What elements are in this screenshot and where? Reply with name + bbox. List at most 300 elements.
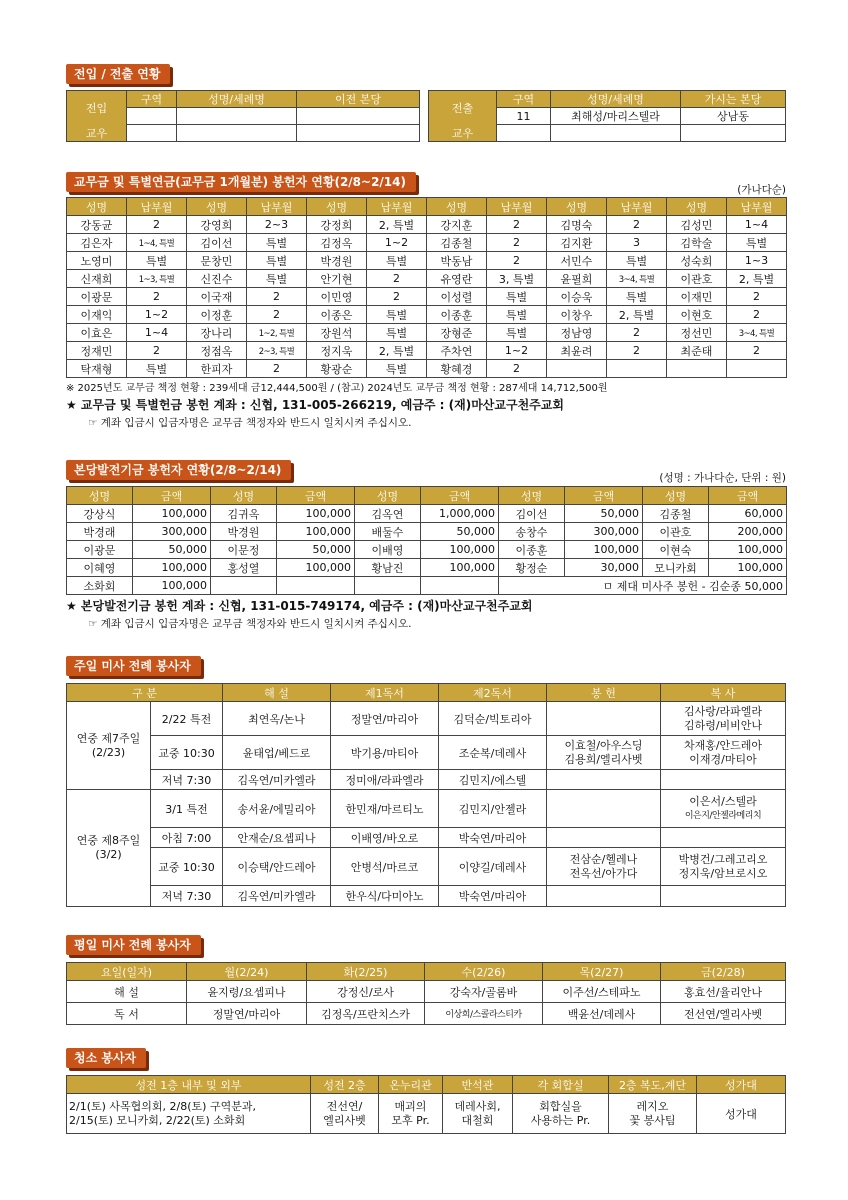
dues-name: 김명숙 bbox=[547, 216, 607, 234]
dues-month: 2 bbox=[247, 306, 307, 324]
sunday-header: 복 사 bbox=[661, 684, 786, 702]
offering-cell bbox=[547, 828, 661, 848]
altar-server-cell bbox=[661, 886, 786, 907]
cleaning-header: 반석관 bbox=[443, 1076, 513, 1094]
cleaning-line: 2/15(토) 모니카회, 2/22(토) 소화회 bbox=[69, 1113, 246, 1127]
weekday-person: 홍효선/율리안나 bbox=[661, 981, 786, 1003]
fund-name: 이배영 bbox=[355, 541, 421, 559]
dues-name: 김성민 bbox=[667, 216, 727, 234]
dues-month: 1~4 bbox=[127, 324, 187, 342]
dues-name: 안기현 bbox=[307, 270, 367, 288]
dues-name: 김학술 bbox=[667, 234, 727, 252]
cleaning-header: 성가대 bbox=[697, 1076, 786, 1094]
dues-name: 주차연 bbox=[427, 342, 487, 360]
weekday-person: 이상희/스콜라스티카 bbox=[425, 1003, 543, 1025]
fund-header: 금액 bbox=[133, 487, 211, 505]
dues-name: 이현호 bbox=[667, 306, 727, 324]
altar-server: 김하령/비비안나 bbox=[683, 718, 763, 732]
weekday-person: 김정옥/프란치스카 bbox=[307, 1003, 425, 1025]
dues-name: 김종철 bbox=[427, 234, 487, 252]
mass-time: 교중 10:30 bbox=[151, 848, 223, 886]
dues-name: 신재희 bbox=[67, 270, 127, 288]
dues-month: 2 bbox=[607, 342, 667, 360]
altar-server-cell bbox=[661, 702, 786, 736]
altar-server: 이은서/스텔라 bbox=[689, 794, 757, 808]
transfer-section bbox=[66, 64, 786, 142]
reading2-cell: 김민지/에스텔 bbox=[439, 770, 547, 790]
weekday-role: 해 설 bbox=[67, 981, 187, 1003]
sunday-header: 제1독서 bbox=[331, 684, 439, 702]
altar-server: 이은지/안젤라메리치 bbox=[684, 810, 762, 821]
dues-name bbox=[667, 360, 727, 378]
fund-amount: 100,000 bbox=[277, 505, 355, 523]
fund-amount: 30,000 bbox=[565, 559, 643, 577]
dues-month: 2 bbox=[247, 360, 307, 378]
commentary-cell: 송서윤/에밀리아 bbox=[223, 790, 331, 828]
dues-month: 2 bbox=[727, 288, 787, 306]
cleaning-line: 레지오 bbox=[636, 1099, 669, 1113]
fund-name: 김옥연 bbox=[355, 505, 421, 523]
dues-name: 정선민 bbox=[667, 324, 727, 342]
dues-name: 탁재형 bbox=[67, 360, 127, 378]
dues-row bbox=[67, 288, 787, 306]
dues-hint: ☞ 계좌 입금시 입금자명은 교무금 책정자와 반드시 일치시켜 주십시오. bbox=[88, 417, 412, 429]
dues-name: 김정옥 bbox=[307, 234, 367, 252]
fund-name: 이현숙 bbox=[643, 541, 709, 559]
dues-name: 장나리 bbox=[187, 324, 247, 342]
fund-header: 성명 bbox=[355, 487, 421, 505]
dues-row bbox=[67, 324, 787, 342]
offering-person: 이효철/아우스딩 bbox=[564, 738, 643, 752]
dues-row bbox=[67, 252, 787, 270]
fund-amount: 100,000 bbox=[565, 541, 643, 559]
fund-header: 금액 bbox=[421, 487, 499, 505]
dues-month: 1~3, 특별 bbox=[127, 270, 187, 288]
dues-name: 장형준 bbox=[427, 324, 487, 342]
dues-month: 특별 bbox=[607, 252, 667, 270]
dues-header: 납부월 bbox=[367, 198, 427, 216]
dues-header: 납부월 bbox=[487, 198, 547, 216]
fund-amount: 100,000 bbox=[421, 559, 499, 577]
commentary-cell: 윤태업/베드로 bbox=[223, 736, 331, 770]
cleaning-header: 2층 복도,계단 bbox=[609, 1076, 697, 1094]
weekday-person: 윤지령/요셉피나 bbox=[187, 981, 307, 1003]
dues-name: 강지훈 bbox=[427, 216, 487, 234]
fund-header: 성명 bbox=[67, 487, 133, 505]
fund-name: 이종훈 bbox=[499, 541, 565, 559]
dues-account: ★ 교무금 및 특별헌금 봉헌 계좌 : 신협, 131-005-266219, 예금주 : (재)마산교구천주교회 bbox=[66, 398, 564, 412]
dues-month: 3, 특별 bbox=[487, 270, 547, 288]
fund-row bbox=[67, 505, 787, 523]
fund-amount: 100,000 bbox=[277, 523, 355, 541]
dues-month: 1~2 bbox=[367, 234, 427, 252]
sunday-section bbox=[66, 656, 786, 907]
dues-name: 김지환 bbox=[547, 234, 607, 252]
dues-row bbox=[67, 360, 787, 378]
dues-name: 박동남 bbox=[427, 252, 487, 270]
cleaning-line: 대철회 bbox=[461, 1113, 494, 1127]
weekday-person: 전선연/엘리사벳 bbox=[661, 1003, 786, 1025]
weekday-header: 월(2/24) bbox=[187, 963, 307, 981]
dues-name: 이정훈 bbox=[187, 306, 247, 324]
dues-month: 2, 특별 bbox=[367, 342, 427, 360]
reading1-cell: 정미애/라파엘라 bbox=[331, 770, 439, 790]
fund-altar-wine-note: ㅁ 제대 미사주 봉헌 - 김순종 50,000 bbox=[499, 577, 787, 595]
mass-time: 저녁 7:30 bbox=[151, 886, 223, 907]
weekday-table bbox=[66, 962, 786, 1025]
dues-month: 2 bbox=[607, 216, 667, 234]
fund-amount: 300,000 bbox=[133, 523, 211, 541]
fund-empty bbox=[277, 577, 355, 595]
dues-month: 특별 bbox=[487, 306, 547, 324]
fund-row bbox=[67, 541, 787, 559]
commentary-cell: 최연옥/논나 bbox=[223, 702, 331, 736]
cleaning-line: 매괴의 bbox=[394, 1099, 427, 1113]
transfer-in-label2: 교우 bbox=[67, 125, 127, 142]
fund-hint: ☞ 계좌 입금시 입금자명은 교무금 책정자와 반드시 일치시켜 주십시오. bbox=[88, 618, 412, 630]
dues-footnote: ※ 2025년도 교무금 책정 현황 : 239세대 금12,444,500원 / (참고) 2024년도 교무금 책정 현황 : 287세대 14,712,500원 bbox=[66, 383, 608, 394]
dues-month: 특별 bbox=[367, 360, 427, 378]
fund-name: 모니카회 bbox=[643, 559, 709, 577]
reading2-cell: 조순복/데레사 bbox=[439, 736, 547, 770]
dues-month: 2 bbox=[487, 234, 547, 252]
fund-name: 김귀옥 bbox=[211, 505, 277, 523]
offering-person: 김용희/엘리사벳 bbox=[564, 752, 643, 766]
dues-month: 1~2, 특별 bbox=[247, 324, 307, 342]
fund-amount: 100,000 bbox=[277, 559, 355, 577]
cleaning-header: 각 회합실 bbox=[513, 1076, 609, 1094]
transfer-in-header: 이전 본당 bbox=[297, 91, 420, 108]
commentary-cell: 김옥연/미카엘라 bbox=[223, 770, 331, 790]
dues-month: 1~3 bbox=[727, 252, 787, 270]
fund-amount: 60,000 bbox=[709, 505, 787, 523]
offering-person: 전삼순/헬레나 bbox=[569, 852, 638, 866]
dues-month: 특별 bbox=[247, 234, 307, 252]
dues-name: 이승욱 bbox=[547, 288, 607, 306]
cleaning-cell-main bbox=[67, 1094, 311, 1134]
dues-month: 특별 bbox=[487, 288, 547, 306]
dues-month: 1~4 bbox=[727, 216, 787, 234]
dues-name: 이창우 bbox=[547, 306, 607, 324]
fund-title: 본당발전기금 봉헌자 연황(2/8~2/14) bbox=[66, 460, 291, 480]
dues-month: 특별 bbox=[607, 288, 667, 306]
transfer-out-cell: 최해성/마리스텔라 bbox=[551, 108, 681, 125]
reading1-cell: 박기용/마티아 bbox=[331, 736, 439, 770]
dues-sort-note: (가나다순) bbox=[737, 184, 786, 196]
dues-month: 2, 특별 bbox=[727, 270, 787, 288]
dues-name: 정점옥 bbox=[187, 342, 247, 360]
fund-amount: 100,000 bbox=[133, 505, 211, 523]
cleaning-cell bbox=[379, 1094, 443, 1134]
mass-time: 아침 7:00 bbox=[151, 828, 223, 848]
fund-header: 금액 bbox=[709, 487, 787, 505]
fund-amount: 100,000 bbox=[133, 559, 211, 577]
cleaning-line: 엘리사벳 bbox=[323, 1113, 366, 1127]
dues-name: 문창민 bbox=[187, 252, 247, 270]
dues-month: 2 bbox=[367, 270, 427, 288]
dues-month: 특별 bbox=[367, 306, 427, 324]
transfer-out-header: 구역 bbox=[497, 91, 551, 108]
altar-server: 차재홍/안드레아 bbox=[683, 738, 763, 752]
dues-name: 이종은 bbox=[307, 306, 367, 324]
cleaning-line: 2/1(토) 사목협의회, 2/8(토) 구역분과, bbox=[69, 1099, 256, 1113]
dues-month: 특별 bbox=[367, 252, 427, 270]
dues-name: 서민수 bbox=[547, 252, 607, 270]
fund-name: 홍성열 bbox=[211, 559, 277, 577]
fund-name: 소화회 bbox=[67, 577, 133, 595]
commentary-cell: 이승택/안드레아 bbox=[223, 848, 331, 886]
dues-name: 강영희 bbox=[187, 216, 247, 234]
dues-name: 최준태 bbox=[667, 342, 727, 360]
dues-name: 이관호 bbox=[667, 270, 727, 288]
sunday-header: 제2독서 bbox=[439, 684, 547, 702]
altar-server-cell bbox=[661, 736, 786, 770]
fund-amount: 100,000 bbox=[421, 541, 499, 559]
dues-month: 2 bbox=[367, 288, 427, 306]
dues-name: 이민영 bbox=[307, 288, 367, 306]
dues-table bbox=[66, 197, 787, 378]
dues-name: 박경원 bbox=[307, 252, 367, 270]
transfer-out-label2: 교우 bbox=[429, 125, 497, 142]
dues-name: 유영란 bbox=[427, 270, 487, 288]
weekday-header: 화(2/25) bbox=[307, 963, 425, 981]
dues-name: 최윤려 bbox=[547, 342, 607, 360]
dues-name: 이국재 bbox=[187, 288, 247, 306]
fund-amount: 100,000 bbox=[133, 577, 211, 595]
dues-name: 황광순 bbox=[307, 360, 367, 378]
sunday-week2-name: 연중 제8주일 bbox=[76, 834, 141, 847]
dues-name: 이재익 bbox=[67, 306, 127, 324]
weekday-title: 평일 미사 전례 봉사자 bbox=[66, 935, 201, 955]
altar-server-cell bbox=[661, 790, 786, 828]
dues-month: 2 bbox=[127, 288, 187, 306]
fund-name: 강상식 bbox=[67, 505, 133, 523]
dues-name bbox=[547, 360, 607, 378]
cleaning-line: 데레사회, bbox=[454, 1099, 501, 1113]
cleaning-line: 꽃 봉사팀 bbox=[629, 1113, 676, 1127]
transfer-in-header: 구역 bbox=[127, 91, 177, 108]
cleaning-table bbox=[66, 1075, 786, 1134]
fund-name: 김이선 bbox=[499, 505, 565, 523]
dues-month: 2 bbox=[127, 216, 187, 234]
dues-header: 성명 bbox=[67, 198, 127, 216]
dues-month: 2 bbox=[607, 324, 667, 342]
dues-month: 2 bbox=[127, 342, 187, 360]
transfer-out-header: 가시는 본당 bbox=[681, 91, 786, 108]
dues-month: 특별 bbox=[247, 252, 307, 270]
fund-row bbox=[67, 523, 787, 541]
transfer-out-label: 전출 bbox=[429, 91, 497, 125]
transfer-title: 전입 / 전출 연황 bbox=[66, 64, 170, 84]
sunday-week2-label bbox=[67, 790, 151, 907]
altar-server-cell bbox=[661, 828, 786, 848]
cleaning-section bbox=[66, 1048, 786, 1134]
reading1-cell: 정말연/마리아 bbox=[331, 702, 439, 736]
dues-month: 2 bbox=[487, 216, 547, 234]
dues-header: 성명 bbox=[547, 198, 607, 216]
dues-name: 노영미 bbox=[67, 252, 127, 270]
commentary-cell: 김옥연/미카엘라 bbox=[223, 886, 331, 907]
dues-name: 강동균 bbox=[67, 216, 127, 234]
altar-server: 김사랑/라파엘라 bbox=[683, 704, 763, 718]
sunday-week1-label bbox=[67, 702, 151, 790]
reading1-cell: 한민재/마르티노 bbox=[331, 790, 439, 828]
fund-sort-note: (성명 : 가나다순, 단위 : 원) bbox=[659, 472, 786, 484]
dues-month: 2, 특별 bbox=[367, 216, 427, 234]
sunday-week1-date: (2/23) bbox=[91, 745, 126, 759]
dues-month: 2 bbox=[727, 342, 787, 360]
fund-name: 이관호 bbox=[643, 523, 709, 541]
fund-amount: 200,000 bbox=[709, 523, 787, 541]
cleaning-header: 온누리관 bbox=[379, 1076, 443, 1094]
dues-name: 정남영 bbox=[547, 324, 607, 342]
fund-table bbox=[66, 486, 787, 595]
dues-name: 정재민 bbox=[67, 342, 127, 360]
fund-name: 박경원 bbox=[211, 523, 277, 541]
offering-cell bbox=[547, 770, 661, 790]
dues-month: 2 bbox=[487, 360, 547, 378]
transfer-in-label: 전입 bbox=[67, 91, 127, 125]
weekday-person: 이주선/스테파노 bbox=[543, 981, 661, 1003]
reading2-cell: 박숙연/마리아 bbox=[439, 828, 547, 848]
fund-row bbox=[67, 559, 787, 577]
dues-name: 신진수 bbox=[187, 270, 247, 288]
weekday-person: 강숙자/골롬바 bbox=[425, 981, 543, 1003]
dues-month: 1~2 bbox=[127, 306, 187, 324]
dues-row bbox=[67, 216, 787, 234]
cleaning-title: 청소 봉사자 bbox=[66, 1048, 146, 1068]
fund-name: 박경래 bbox=[67, 523, 133, 541]
dues-name: 한피자 bbox=[187, 360, 247, 378]
fund-amount: 100,000 bbox=[709, 541, 787, 559]
fund-name: 김종철 bbox=[643, 505, 709, 523]
dues-month: 특별 bbox=[247, 270, 307, 288]
transfer-out-header: 성명/세례명 bbox=[551, 91, 681, 108]
dues-header: 성명 bbox=[667, 198, 727, 216]
dues-name: 이재민 bbox=[667, 288, 727, 306]
fund-section bbox=[66, 460, 786, 631]
sunday-table bbox=[66, 683, 786, 907]
fund-amount: 300,000 bbox=[565, 523, 643, 541]
fund-name: 황정순 bbox=[499, 559, 565, 577]
weekday-header: 금(2/28) bbox=[661, 963, 786, 981]
dues-month: 2 bbox=[247, 288, 307, 306]
fund-header: 성명 bbox=[643, 487, 709, 505]
transfer-in-header: 성명/세례명 bbox=[177, 91, 297, 108]
dues-header: 납부월 bbox=[247, 198, 307, 216]
cleaning-line: 회합실을 bbox=[539, 1099, 582, 1113]
dues-month: 특별 bbox=[487, 324, 547, 342]
mass-time: 2/22 특전 bbox=[151, 702, 223, 736]
offering-person: 전옥선/아가다 bbox=[569, 866, 638, 880]
weekday-row bbox=[67, 981, 786, 1003]
offering-cell bbox=[547, 790, 661, 828]
fund-amount: 50,000 bbox=[277, 541, 355, 559]
dues-section bbox=[66, 172, 786, 430]
transfer-out-cell: 상남동 bbox=[681, 108, 786, 125]
transfer-out-cell: 11 bbox=[497, 108, 551, 125]
sunday-title: 주일 미사 전례 봉사자 bbox=[66, 656, 201, 676]
cleaning-header: 성전 2층 bbox=[311, 1076, 379, 1094]
cleaning-cell bbox=[443, 1094, 513, 1134]
altar-server: 이재경/마티아 bbox=[689, 752, 757, 766]
dues-month: 특별 bbox=[727, 234, 787, 252]
sunday-header: 구 분 bbox=[67, 684, 223, 702]
weekday-header: 수(2/26) bbox=[425, 963, 543, 981]
reading1-cell: 이배영/바오로 bbox=[331, 828, 439, 848]
cleaning-header: 성전 1층 내부 및 외부 bbox=[67, 1076, 311, 1094]
dues-row bbox=[67, 234, 787, 252]
dues-month bbox=[607, 360, 667, 378]
cleaning-cell bbox=[513, 1094, 609, 1134]
sunday-header: 해 설 bbox=[223, 684, 331, 702]
dues-month: 1~4, 특별 bbox=[127, 234, 187, 252]
fund-amount: 50,000 bbox=[133, 541, 211, 559]
reading2-cell: 김민지/안젤라 bbox=[439, 790, 547, 828]
dues-month: 2 bbox=[487, 252, 547, 270]
weekday-person: 백윤선/데레사 bbox=[543, 1003, 661, 1025]
reading2-cell: 김덕순/빅토리아 bbox=[439, 702, 547, 736]
sunday-week1-name: 연중 제7주일 bbox=[76, 731, 141, 745]
dues-row bbox=[67, 270, 787, 288]
fund-amount: 100,000 bbox=[709, 559, 787, 577]
dues-header: 납부월 bbox=[607, 198, 667, 216]
dues-row bbox=[67, 306, 787, 324]
dues-month: 2~3, 특별 bbox=[247, 342, 307, 360]
dues-month: 특별 bbox=[127, 252, 187, 270]
fund-name: 이문정 bbox=[211, 541, 277, 559]
transfer-in-table bbox=[66, 90, 420, 142]
dues-name: 이광문 bbox=[67, 288, 127, 306]
reading1-cell: 한우식/다미아노 bbox=[331, 886, 439, 907]
dues-month: 3~4, 특별 bbox=[607, 270, 667, 288]
dues-name: 정지욱 bbox=[307, 342, 367, 360]
fund-name: 송창수 bbox=[499, 523, 565, 541]
dues-name: 강정희 bbox=[307, 216, 367, 234]
offering-cell bbox=[547, 736, 661, 770]
fund-header: 성명 bbox=[211, 487, 277, 505]
weekday-row bbox=[67, 1003, 786, 1025]
fund-amount: 50,000 bbox=[421, 523, 499, 541]
cleaning-line: 전선연/ bbox=[326, 1099, 363, 1113]
fund-amount: 1,000,000 bbox=[421, 505, 499, 523]
dues-month: 3~4, 특별 bbox=[727, 324, 787, 342]
altar-server-cell bbox=[661, 848, 786, 886]
dues-name: 김은자 bbox=[67, 234, 127, 252]
fund-header: 금액 bbox=[565, 487, 643, 505]
dues-header: 성명 bbox=[427, 198, 487, 216]
altar-server: 박병건/그레고리오 bbox=[678, 852, 768, 866]
altar-server-cell bbox=[661, 770, 786, 790]
offering-cell bbox=[547, 848, 661, 886]
fund-row bbox=[67, 577, 787, 595]
weekday-header: 목(2/27) bbox=[543, 963, 661, 981]
dues-name: 이효은 bbox=[67, 324, 127, 342]
dues-header: 납부월 bbox=[127, 198, 187, 216]
weekday-section bbox=[66, 935, 786, 1025]
dues-month: 3 bbox=[607, 234, 667, 252]
dues-header: 성명 bbox=[307, 198, 367, 216]
dues-month: 1~2 bbox=[487, 342, 547, 360]
cleaning-cell: 성가대 bbox=[697, 1094, 786, 1134]
dues-month: 2, 특별 bbox=[607, 306, 667, 324]
mass-time: 3/1 특전 bbox=[151, 790, 223, 828]
dues-row bbox=[67, 342, 787, 360]
dues-month: 2~3 bbox=[247, 216, 307, 234]
dues-name: 성숙희 bbox=[667, 252, 727, 270]
fund-name: 배둘수 bbox=[355, 523, 421, 541]
weekday-header: 요일(일자) bbox=[67, 963, 187, 981]
